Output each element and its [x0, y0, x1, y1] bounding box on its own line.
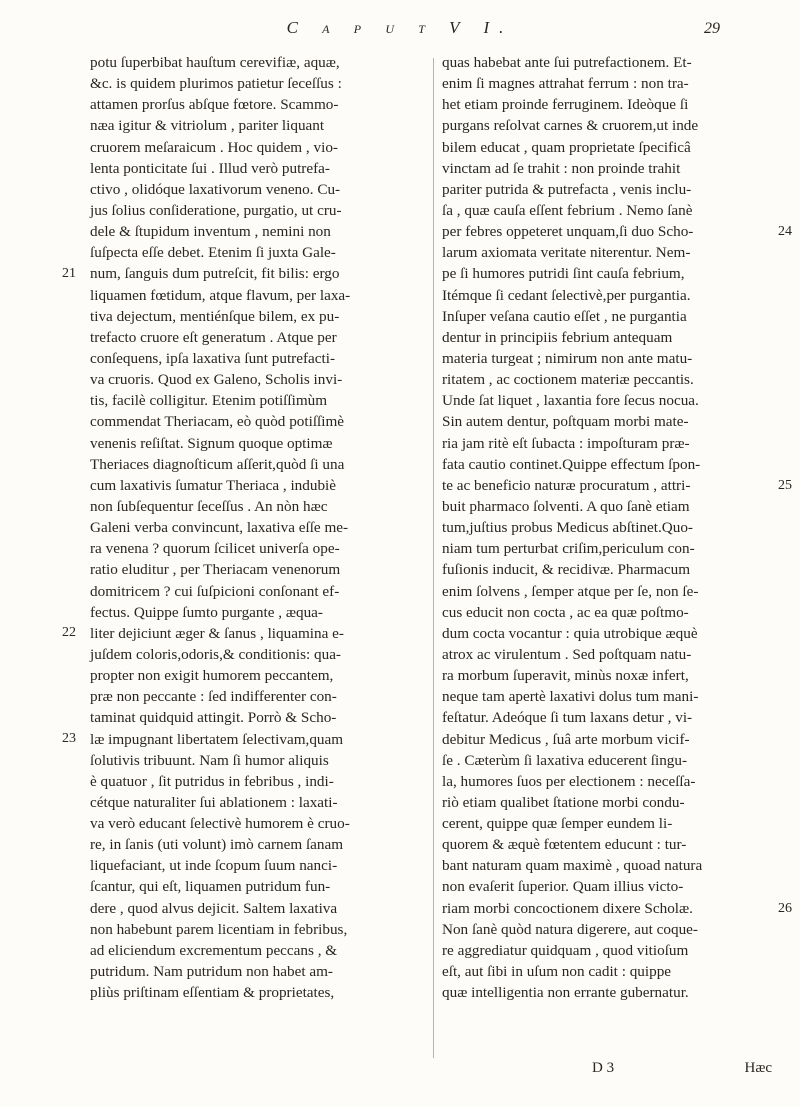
text-line: per febres oppeteret unquam,ſi duo Scho- [442, 223, 694, 241]
text-line: lenta ponticitate ſui . Illud verò putrefa- [90, 159, 330, 177]
text-line: potu ſuperbibat hauſtum cerevifiæ, aquæ, [90, 54, 340, 71]
text-line: ad eliciendum excrementum peccans , & [90, 941, 338, 959]
margin-number: 24 [778, 224, 792, 239]
text-line: pariter putrida & putrefacta , venis inclu- [442, 180, 692, 198]
text-line: cétque naturaliter ſui ablationem : laxati- [90, 793, 338, 811]
text-line: feſtatur. Adeóque ſi tum laxans detur , vi- [442, 709, 693, 727]
text-line: Galeni verba convincunt, laxativa eſſe me- [90, 519, 349, 537]
text-line: vinctam ad ſe trahit : non proinde trahit [442, 159, 681, 177]
text-line: cum laxativis ſumatur Theriaca , indubiè [90, 476, 337, 494]
text-line: buit pharmaco ſolventi. A quo ſanè etiam [442, 497, 690, 515]
text-line: Itémque ſi cedant ſelectivè,per purgantia. [442, 286, 691, 304]
text-line: liter dejiciunt æger & ſanus , liquamina e- [90, 624, 344, 642]
signature-mark: D 3 [592, 1060, 615, 1076]
text-line: è quatuor , ſit putridus in febribus , indi- [90, 772, 334, 790]
text-line: eſt, aut ſibi in uſum non cadit : quippe [442, 963, 672, 981]
text-line: ſe . Cæterùm ſi laxativa educerent ſingu- [442, 751, 688, 769]
text-line: debitur Medicus , ſuâ arte morbum vicif- [442, 730, 690, 748]
text-line: pliùs priſtinam eſſentiam & proprietates, [90, 984, 335, 1002]
text-line: ctivo , olidóque laxativorum veneno. Cu- [90, 180, 341, 198]
text-line: Sin autem dentur, poſtquam morbi mate- [442, 413, 689, 431]
text-line: trefacto cruore eſt generatum . Atque per [90, 328, 337, 346]
margin-number: 26 [778, 901, 792, 916]
text-line: domitricem ? cui ſuſpicioni conſonant ef- [90, 582, 340, 600]
text-line: propter non exigit humorem peccantem, [90, 667, 334, 685]
text-line: venenis reſiſtat. Signum quoque optimæ [90, 434, 333, 452]
text-line: purgans reſolvat carnes & cruorem,ut inde [442, 117, 699, 135]
text-line: het etiam proinde ferruginem. Ideòque ſi [442, 96, 689, 114]
text-line: ſa , quæ cauſa eſſent febrium . Nemo ſanè [442, 201, 693, 219]
column-divider [433, 58, 434, 1058]
text-line: dere , quod alvus dejicit. Saltem laxativa [90, 899, 338, 917]
text-line: va cruoris. Quod ex Galeno, Scholis invi- [90, 371, 343, 389]
text-line: cruorem meſaraicum . Hoc quidem , vio- [90, 138, 338, 156]
text-line: re aggrediatur quidquam , quod vitioſum [442, 941, 689, 959]
running-head: C a p u t V I. [286, 18, 514, 37]
text-line: larum axiomata veritate niterentur. Nem- [442, 244, 691, 262]
text-line: enim ſi magnes attrahat ferrum : non tra- [442, 75, 689, 93]
text-line: bant naturam quam maximè , quoad natura [442, 857, 703, 875]
text-line: ritatem , ac coctionem materiæ peccantis. [442, 371, 694, 389]
text-line: bilem educat , quam proprietate ſpecificâ [442, 138, 691, 156]
text-line: quas habebat ante ſui putrefactionem. Et- [442, 54, 692, 71]
text-line: riam morbi concoctionem dixere Scholæ. [442, 899, 693, 917]
text-line: tiva dejectum, mentiénſque bilem, ex pu- [90, 307, 340, 325]
text-line: pe ſi humores putridi ſint cauſa febrium, [442, 265, 685, 283]
page-number: 29 [704, 20, 720, 37]
text-line: va verò educant ſelectivè humorem è cruo- [90, 815, 350, 833]
text-line: liquamen fœtidum, atque flavum, per laxa- [90, 286, 351, 304]
text-line: Unde ſat liquet , laxantia fore ſecus nocua. [442, 392, 699, 410]
text-line: quæ intelligentia non errante gubernatur. [442, 984, 689, 1002]
text-line: ſuſpecta eſſe debet. Etenim ſi juxta Gale- [90, 244, 336, 262]
text-line: fectus. Quippe ſumto purgante , æqua- [90, 603, 323, 621]
text-line: liquefaciant, ut inde ſcopum ſuum nanci- [90, 857, 338, 875]
catchword: Hæc [744, 1060, 772, 1076]
text-line: ria jam ritè eſt ſubacta : impoſturam præ- [442, 434, 690, 452]
text-line: neque tam apertè laxativi dolus tum mani- [442, 688, 699, 706]
text-line: ſolutivis tribuunt. Nam ſi humor aliquis [90, 751, 329, 769]
text-line: enim ſolvens , ſemper atque per ſe, non ſe- [442, 582, 699, 600]
text-line: Non ſanè quòd natura digerere, aut coque- [442, 920, 698, 938]
left-text-column [90, 52, 425, 1003]
text-line: cerent, quippe quæ ſemper eundem li- [442, 815, 673, 833]
text-line: taminat quidquid attingit. Porrò & Scho- [90, 709, 337, 727]
text-line: niam tum perturbat criſim,periculum con- [442, 540, 695, 558]
text-line: fuſionis inducit, & recidivæ. Pharmacum [442, 561, 691, 579]
right-text-column [442, 52, 772, 1003]
text-line: non ſubſequentur ſeceſſus . An nòn hæc [90, 497, 328, 515]
margin-number: 22 [62, 625, 76, 640]
text-line: dele & ſtupidum inventum , nemini non [90, 223, 331, 241]
text-line: materia turgeat ; nimirum non ante matu- [442, 349, 693, 367]
text-line: tum,juſtius probus Medicus abſtinet.Quo- [442, 519, 693, 537]
text-line: putridum. Nam putridum non habet am- [90, 963, 333, 981]
text-line: atrox ac virulentum . Sed poſtquam natu- [442, 645, 692, 663]
text-line: læ impugnant libertatem ſelectivam,quam [90, 730, 344, 748]
page-header [0, 14, 800, 50]
text-line: Theriaces diagnoſticum aſſerit,quòd ſi una [90, 455, 345, 473]
text-line: te ac beneficio naturæ procuratum , attri- [442, 476, 691, 494]
margin-number: 25 [778, 478, 792, 493]
text-line: ſcantur, qui eſt, liquamen putridum fun- [90, 878, 331, 896]
text-line: fata cautio continet.Quippe effectum ſpon- [442, 455, 701, 473]
text-line: ratio eluditur , per Theriacam venenorum [90, 561, 341, 579]
text-line: dentur in principiis febrium antequam [442, 328, 673, 346]
text-line: commendat Theriacam, eò quòd potiſſimè [90, 413, 345, 431]
text-line: ra morbum ſuperavit, minùs noxæ infert, [442, 667, 689, 685]
margin-number: 23 [62, 731, 76, 746]
text-line: conſequens, ipſa laxativa ſunt putrefacti- [90, 349, 336, 367]
text-line: non habebunt parem licentiam in febribus, [90, 920, 348, 938]
text-line: dum cocta vocantur : quia utrobique æquè [442, 624, 698, 642]
text-line: re, in ſanis (uti volunt) imò carnem ſanam [90, 836, 344, 854]
text-line: riò etiam qualibet ſtatione morbi condu- [442, 793, 685, 811]
text-line: la, humores ſuos per electionem : neceſſa- [442, 772, 696, 790]
text-line: juſdem coloris,odoris,& conditionis: qua- [90, 645, 341, 663]
text-line: Inſuper veſana cautio eſſet , ne purgantia [442, 307, 687, 325]
text-line: quorem & æquè fœtentem educunt : tur- [442, 836, 687, 854]
text-line: tis, facilè colligitur. Etenim potiſſimùm [90, 392, 328, 410]
text-line: jus ſolius conſideratione, purgatio, ut cru- [90, 201, 342, 219]
text-line: attamen prorſus abſque fœtore. Scammo- [90, 96, 339, 114]
text-line: &c. is quidem plurimos patietur ſeceſſus : [90, 75, 342, 93]
text-line: præ non peccante : ſed indifferenter con- [90, 688, 337, 706]
text-line: næa igitur & vitriolum , pariter liquant [90, 117, 325, 135]
margin-number: 21 [62, 266, 76, 281]
text-line: cus educit non cocta , ac ea quæ poſtmo- [442, 603, 689, 621]
text-line: num, ſanguis dum putreſcit, fit bilis: ergo [90, 265, 340, 283]
text-line: ra venena ? quorum ſcilicet univerſa ope- [90, 540, 340, 558]
text-line: non evaſerit ſuperior. Quam illius victo- [442, 878, 684, 896]
